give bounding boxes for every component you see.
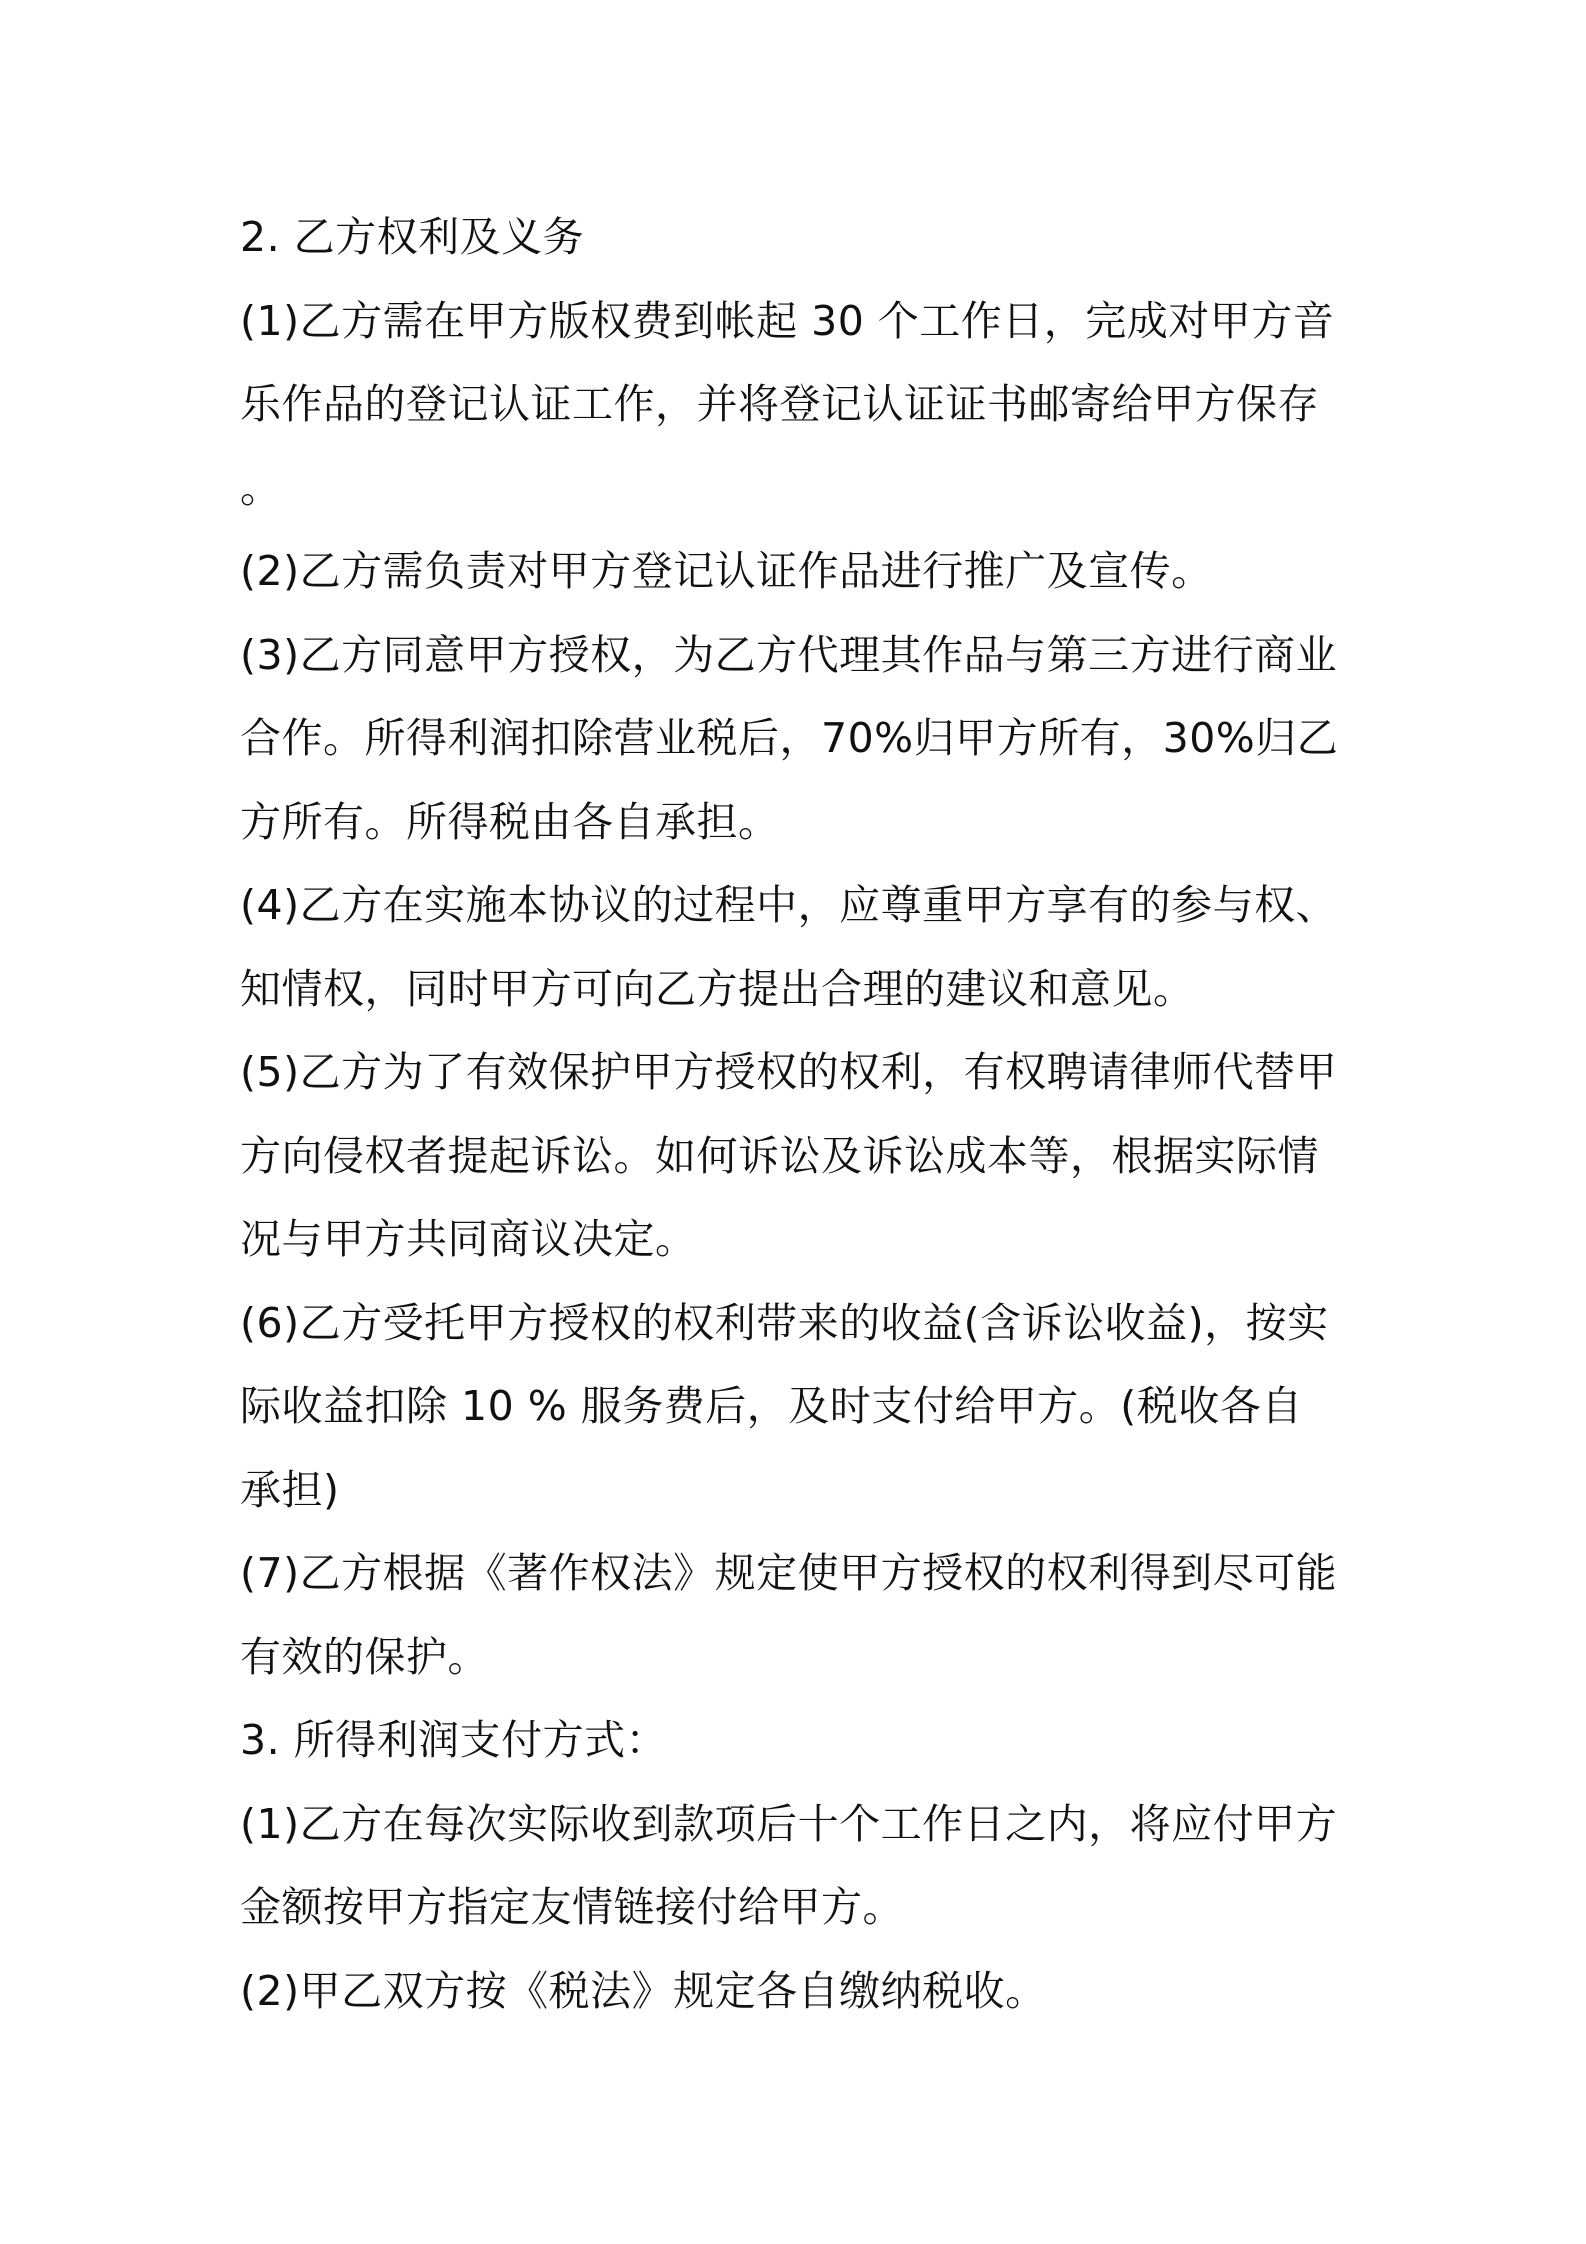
text-line: 方所有。所得税由各自承担。	[240, 797, 780, 846]
document-body	[240, 196, 1360, 2033]
text-line: 承担)	[240, 1465, 340, 1514]
text-line: (3)乙方同意甲方授权，为乙方代理其作品与第三方进行商业	[240, 630, 1338, 679]
text-line: 金额按甲方指定友情链接付给甲方。	[240, 1883, 904, 1931]
text-line: (1)乙方在每次实际收到款项后十个工作日之内，将应付甲方	[240, 1799, 1338, 1848]
text-line: 。	[240, 463, 282, 512]
text-line: (2)乙方需负责对甲方登记认证作品进行推广及宣传。	[240, 547, 1213, 595]
text-line: 有效的保护。	[240, 1632, 489, 1681]
text-line: (7)乙方根据《著作权法》规定使甲方授权的权利得到尽可能	[240, 1549, 1338, 1597]
text-line: 际收益扣除 10 % 服务费后，及时支付给甲方。(税收各自	[240, 1382, 1303, 1430]
text-line: 况与甲方共同商议决定。	[240, 1215, 697, 1263]
section-heading: 3. 所得利润支付方式：	[240, 1716, 668, 1764]
text-line: (1)乙方需在甲方版权费到帐起 30 个工作日，完成对甲方音	[240, 296, 1335, 345]
text-line: (6)乙方受托甲方授权的权利带来的收益(含诉讼收益)，按实	[240, 1298, 1329, 1347]
text-line: 合作。所得利润扣除营业税后，70%归甲方所有，30%归乙	[240, 714, 1339, 762]
text-line: (5)乙方为了有效保护甲方授权的权利，有权聘请律师代替甲	[240, 1048, 1338, 1096]
text-line: 乐作品的登记认证工作，并将登记认证证书邮寄给甲方保存	[240, 380, 1319, 428]
text-line: 方向侵权者提起诉讼。如何诉讼及诉讼成本等，根据实际情	[240, 1131, 1319, 1180]
text-line: (2)甲乙双方按《税法》规定各自缴纳税收。	[240, 1966, 1047, 2015]
text-line: 知情权，同时甲方可向乙方提出合理的建议和意见。	[240, 964, 1195, 1013]
section-heading: 2. 乙方权利及义务	[240, 213, 585, 261]
text-line: (4)乙方在实施本协议的过程中，应尊重甲方享有的参与权、	[240, 881, 1338, 929]
